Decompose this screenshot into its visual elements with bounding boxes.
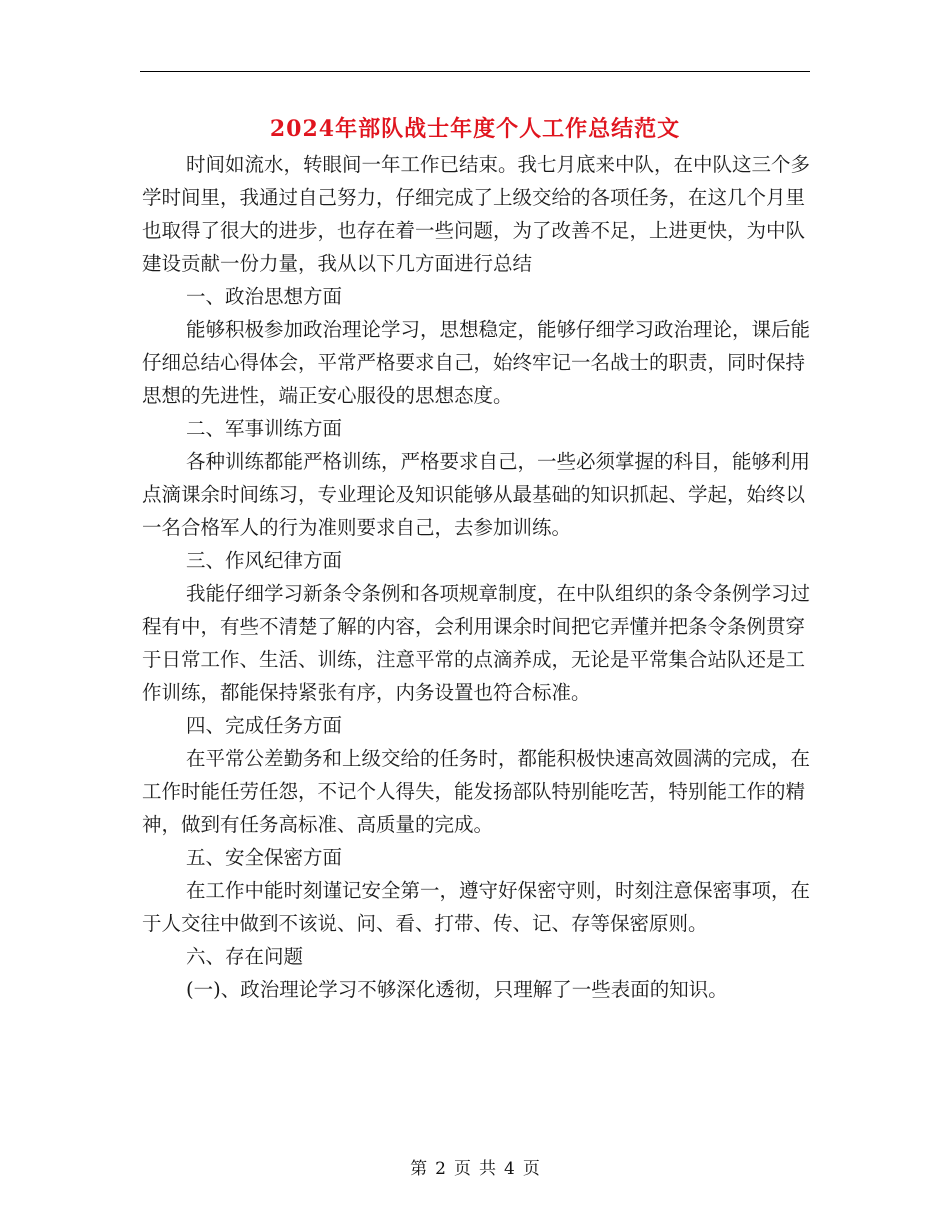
section-text-politics: 能够积极参加政治理论学习，思想稳定，能够仔细学习政治理论，课后能仔细总结心得体会，平常严格要求自己，始终牢记一名战士的职责，同时保持思想的先进性，端正安心服役的思想态度。 <box>142 318 811 407</box>
section-heading-security: 五、安全保密方面 <box>186 846 343 869</box>
section-text-training: 各种训练都能严格训练，严格要求自己，一些必须掌握的科目，能够利用点滴课余时间练习，专业理论及知识能够从最基础的知识抓起、学起，始终以一名合格军人的行为准则要求自己，去参加训练。 <box>142 450 811 539</box>
document-title: 2024年部队战士年度个人工作总结范文 <box>269 116 681 142</box>
section-heading-training: 二、军事训练方面 <box>186 417 343 440</box>
section-text-tasks: 在平常公差勤务和上级交给的任务时，都能积极快速高效圆满的完成，在工作时能任劳任怨，不记个人得失，能发扬部队特别能吃苦，特别能工作的精神，做到有任务高标准、高质量的完成。 <box>142 747 811 836</box>
section-heading-problems: 六、存在问题 <box>186 945 304 968</box>
section-text-discipline: 我能仔细学习新条令条例和各项规章制度，在中队组织的条令条例学习过程有中，有些不清楚了解的内容，会利用课余时间把它弄懂并把条令条例贯穿于日常工作、生活、训练，注意平常的点滴养成，无论是平常集合站队还是工作训练，都能保持紧张有序，内务设置也符合标准。 <box>142 582 811 704</box>
intro-paragraph: 时间如流水，转眼间一年工作已结束。我七月底来中队，在中队这三个多学时间里，我通过自己努力，仔细完成了上级交给的各项任务，在这几个月里也取得了很大的进步，也存在着一些问题，为了改善不足，上进更快，为中队建设贡献一份力量，我从以下几方面进行总结 <box>142 153 811 275</box>
footer-prefix: 第 <box>410 1159 428 1179</box>
section-heading-politics: 一、政治思想方面 <box>186 285 343 308</box>
page-footer <box>0 1154 950 1179</box>
section-text-problems: (一)、政治理论学习不够深化透彻，只理解了一些表面的知识。 <box>186 978 728 1001</box>
footer-suffix: 页 <box>522 1159 540 1179</box>
section-text-security: 在工作中能时刻谨记安全第一，遵守好保密守则，时刻注意保密事项，在于人交往中做到不该说、问、看、打带、传、记、存等保密原则。 <box>142 879 811 935</box>
document-body <box>142 148 810 1006</box>
current-page-number: 2 <box>435 1159 446 1179</box>
section-heading-discipline: 三、作风纪律方面 <box>186 549 343 572</box>
header-rule <box>140 71 810 72</box>
footer-page-label: 页 <box>454 1159 471 1179</box>
section-heading-tasks: 四、完成任务方面 <box>186 714 343 737</box>
total-pages-number: 4 <box>504 1159 515 1179</box>
footer-total-label: 共 <box>479 1159 496 1179</box>
